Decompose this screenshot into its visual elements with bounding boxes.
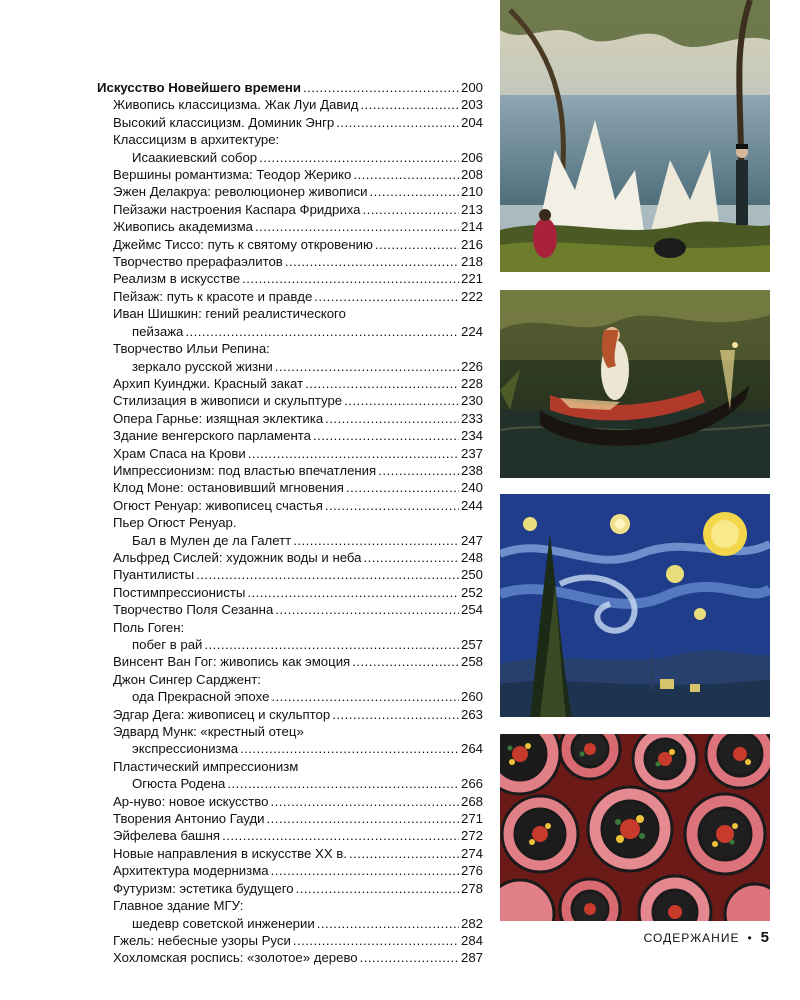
toc-leader-dots [349, 845, 459, 862]
toc-entry [97, 915, 483, 932]
toc-entry [97, 566, 483, 583]
toc-leader-dots [296, 880, 459, 897]
toc-entry-title: Постимпрессионисты [113, 584, 246, 600]
toc-entry-page: 216 [460, 236, 483, 252]
toc-entry-page: 203 [460, 97, 483, 113]
toc-leader-dots [222, 827, 459, 844]
toc-entry-title: Архип Куинджи. Красный закат [113, 375, 304, 391]
toc-leader-dots [352, 653, 459, 670]
toc-entry [97, 619, 483, 636]
toc-entry-page: 228 [460, 375, 483, 391]
toc-entry-title: Эжен Делакруа: революционер живописи [113, 184, 368, 200]
toc-leader-dots [317, 915, 459, 932]
toc-entry-page: 210 [460, 184, 483, 200]
toc-entry [97, 653, 483, 670]
toc-entry-title: Джеймс Тиссо: путь к святому откровению [113, 236, 373, 252]
toc-entry-title: зеркало русской жизни [132, 358, 273, 374]
toc-entry [97, 810, 483, 827]
toc-entry-page: 266 [460, 776, 483, 792]
toc-entry-page: 240 [460, 480, 483, 496]
toc-leader-dots [293, 932, 459, 949]
toc-entry-title: Клод Моне: остановивший мгновения [113, 480, 344, 496]
toc-entry-page: 287 [460, 950, 483, 966]
toc-entry-page: 200 [460, 80, 483, 95]
toc-entry-title: Живопись классицизма. Жак Луи Давид [113, 97, 359, 113]
toc-entry-title: Стилизация в живописи и скульптуре [113, 393, 343, 409]
toc-entry-page: 226 [460, 358, 483, 374]
toc-entry [97, 253, 483, 270]
toc-leader-dots [313, 427, 459, 444]
toc-entry-title: Вершины романтизма: Теодор Жерико [113, 167, 352, 183]
toc-entry-page: 268 [460, 793, 483, 809]
toc-leader-dots [370, 183, 459, 200]
toc-entry-title: Пластический импрессионизм [113, 758, 299, 774]
toc-entry-title: Бал в Мулен де ла Галетт [132, 532, 292, 548]
toc-entry [97, 584, 483, 601]
toc-entry [97, 949, 483, 966]
toc-entry [97, 775, 483, 792]
toc-entry [97, 358, 483, 375]
toc-entry-title: Главное здание МГУ: [113, 898, 244, 914]
toc-entry-title: Храм Спаса на Крови [113, 445, 246, 461]
toc-leader-dots [185, 323, 459, 340]
toc-leader-dots [267, 810, 459, 827]
toc-entry [97, 514, 483, 531]
toc-entry-page: 258 [460, 654, 483, 670]
toc-entry-title: Гжель: небесные узоры Руси [113, 932, 291, 948]
toc-entry [97, 827, 483, 844]
toc-leader-dots [204, 636, 459, 653]
toc-entry [97, 340, 483, 357]
toc-entry-page: 222 [460, 288, 483, 304]
toc-entry [97, 445, 483, 462]
toc-leader-dots [344, 392, 459, 409]
toc-leader-dots [325, 410, 459, 427]
toc-entry-title: Джон Сингер Сарджент: [113, 671, 261, 687]
toc-entry [97, 636, 483, 653]
toc-entry [97, 375, 483, 392]
toc-entry [97, 270, 483, 287]
toc-entry-title: Пейзажи настроения Каспара Фридриха [113, 201, 361, 217]
toc-leader-dots [240, 740, 459, 757]
toc-entry-title: Пуантилисты [113, 567, 195, 583]
toc-entry-title: Эйфелева башня [113, 828, 221, 844]
footer-section-label: СОДЕРЖАНИЕ [643, 930, 740, 945]
toc-entry-title: Искусство Новейшего времени [97, 80, 301, 95]
toc-leader-dots [270, 793, 459, 810]
toc-entry [97, 532, 483, 549]
toc-leader-dots [378, 462, 459, 479]
toc-entry-title: Эдгар Дега: живописец и скульптор [113, 706, 331, 722]
toc-entry-page: 264 [460, 741, 483, 757]
toc-entry-title: Хохломская роспись: «золотое» дерево [113, 950, 358, 966]
toc-entry [97, 201, 483, 218]
toc-leader-dots [293, 532, 459, 549]
toc-entry-page: 213 [460, 201, 483, 217]
toc-entry-title: Огюст Ренуар: живописец счастья [113, 497, 323, 513]
toc-entry [97, 79, 483, 96]
toc-entry-page: 254 [460, 602, 483, 618]
toc-leader-dots [271, 688, 459, 705]
toc-entry [97, 166, 483, 183]
toc-entry-page: 272 [460, 828, 483, 844]
toc-entry-page: 238 [460, 462, 483, 478]
toc-entry-title: экспрессионизма [132, 741, 239, 757]
toc-entry [97, 897, 483, 914]
toc-entry-page: 247 [460, 532, 483, 548]
page-footer [644, 929, 769, 946]
toc-entry [97, 183, 483, 200]
toc-entry [97, 149, 483, 166]
toc-entry-page: 250 [460, 567, 483, 583]
toc-leader-dots [303, 79, 459, 96]
toc-entry-page: 276 [460, 863, 483, 879]
toc-entry [97, 845, 483, 862]
painting-starry-night [500, 494, 770, 717]
toc-entry-page: 218 [460, 254, 483, 270]
toc-entry-page: 224 [460, 323, 483, 339]
toc-entry-page: 244 [460, 497, 483, 513]
toc-leader-dots [247, 584, 459, 601]
toc-entry-title: пейзажа [132, 323, 184, 339]
toc-entry [97, 131, 483, 148]
toc-entry [97, 601, 483, 618]
toc-entry-page: 278 [460, 880, 483, 896]
toc-entry-title: Реализм в искусстве [113, 271, 241, 287]
toc-entry-page: 284 [460, 932, 483, 948]
toc-leader-dots [362, 201, 459, 218]
toc-entry-title: Опера Гарнье: изящная эклектика [113, 410, 324, 426]
toc-entry-title: шедевр советской инженерии [132, 915, 315, 931]
toc-entry-title: Альфред Сислей: художник воды и неба [113, 549, 362, 565]
toc-entry-page: 271 [460, 811, 483, 827]
toc-leader-dots [248, 445, 459, 462]
toc-leader-dots [360, 96, 459, 113]
toc-entry-title: Творчество Поля Сезанна [113, 602, 274, 618]
toc-entry-title: Высокий классицизм. Доминик Энгр [113, 114, 335, 130]
toc-leader-dots [353, 166, 459, 183]
toc-entry-page: 257 [460, 637, 483, 652]
toc-entry [97, 410, 483, 427]
toc-leader-dots [275, 358, 459, 375]
toc-entry [97, 688, 483, 705]
toc-leader-dots [332, 706, 459, 723]
toc-leader-dots [255, 218, 459, 235]
toc-entry-title: Иван Шишкин: гений реалистического [113, 306, 346, 322]
toc-entry-page: 230 [460, 393, 483, 409]
khokhloma-bowls-photo [500, 734, 770, 921]
painting-lady-in-boat [500, 290, 770, 478]
toc-entry-title: Творчество прерафаэлитов [113, 254, 283, 270]
painting-chalk-cliffs [500, 0, 770, 272]
toc-entry-page: 263 [460, 706, 483, 722]
toc-entry [97, 862, 483, 879]
toc-entry [97, 706, 483, 723]
toc-entry-title: Новые направления в искусстве ХХ в. [113, 845, 347, 861]
toc-entry [97, 288, 483, 305]
toc-leader-dots [196, 566, 459, 583]
toc-entry-page: 214 [460, 219, 483, 235]
toc-leader-dots [242, 270, 459, 287]
toc-entry-page: 221 [460, 271, 483, 287]
toc-entry [97, 880, 483, 897]
toc-entry [97, 218, 483, 235]
toc-leader-dots [364, 549, 459, 566]
toc-entry-title: Живопись академизма [113, 219, 254, 235]
toc-entry [97, 305, 483, 322]
toc-entry [97, 549, 483, 566]
toc-entry-title: Здание венгерского парламента [113, 428, 311, 444]
toc-entry [97, 793, 483, 810]
toc-entry-page: 206 [460, 149, 483, 165]
toc-entry-title: Импрессионизм: под властью впечатления [113, 462, 377, 478]
toc-entry [97, 114, 483, 131]
toc-entry [97, 740, 483, 757]
toc-leader-dots [325, 497, 459, 514]
toc-entry [97, 479, 483, 496]
toc-entry [97, 758, 483, 775]
toc-entry [97, 497, 483, 514]
toc-entry-title: Творчество Ильи Репина: [113, 341, 270, 357]
toc-leader-dots [305, 375, 459, 392]
toc-leader-dots [336, 114, 459, 131]
toc-leader-dots [360, 949, 459, 966]
toc-entry-page: 234 [460, 428, 483, 444]
toc-leader-dots [314, 288, 459, 305]
toc-leader-dots [259, 149, 459, 166]
toc-entry [97, 462, 483, 479]
toc-entry [97, 723, 483, 740]
toc-leader-dots [227, 775, 459, 792]
toc-entry-title: Архитектура модернизма [113, 863, 269, 879]
toc-entry [97, 932, 483, 949]
toc-entry [97, 671, 483, 688]
toc-entry-page: 274 [460, 845, 483, 861]
toc-entry-title: Творения Антонио Гауди [113, 811, 265, 827]
toc-entry-title: Ар-нуво: новое искусство [113, 793, 269, 809]
toc-entry-title: Пейзаж: путь к красоте и правде [113, 288, 313, 304]
toc-entry-page: 233 [460, 410, 483, 426]
footer-bullet: • [747, 930, 753, 945]
toc-entry-page: 237 [460, 445, 483, 461]
toc-leader-dots [375, 236, 459, 253]
toc-entry-title: Пьер Огюст Ренуар. [113, 515, 237, 531]
toc-leader-dots [271, 862, 459, 879]
toc-entry-title: побег в рай [132, 637, 203, 652]
toc-entry-page: 282 [460, 915, 483, 931]
toc-entry-title: Винсент Ван Гог: живопись как эмоция [113, 654, 351, 670]
toc-entry-title: Эдвард Мунк: «крестный отец» [113, 724, 304, 740]
toc-entry-page: 252 [460, 584, 483, 600]
toc-entry-page: 260 [460, 689, 483, 705]
toc-entry [97, 96, 483, 113]
toc-entry-page: 248 [460, 549, 483, 565]
toc-entry-title: Исаакиевский собор [132, 149, 258, 165]
toc-entry-page: 208 [460, 167, 483, 183]
toc-leader-dots [285, 253, 459, 270]
toc-entry [97, 323, 483, 340]
toc-leader-dots [275, 601, 459, 618]
toc-entry [97, 236, 483, 253]
page-number: 5 [760, 929, 769, 946]
toc-entry-title: ода Прекрасной эпохе [132, 689, 270, 705]
toc-leader-dots [346, 479, 459, 496]
table-of-contents [97, 79, 483, 967]
toc-entry-title: Огюста Родена [132, 776, 226, 792]
toc-entry-title: Поль Гоген: [113, 619, 185, 635]
toc-entry [97, 392, 483, 409]
toc-entry-title: Классицизм в архитектуре: [113, 132, 280, 148]
toc-entry [97, 427, 483, 444]
toc-entry-title: Футуризм: эстетика будущего [113, 880, 294, 896]
toc-entry-page: 204 [460, 114, 483, 130]
